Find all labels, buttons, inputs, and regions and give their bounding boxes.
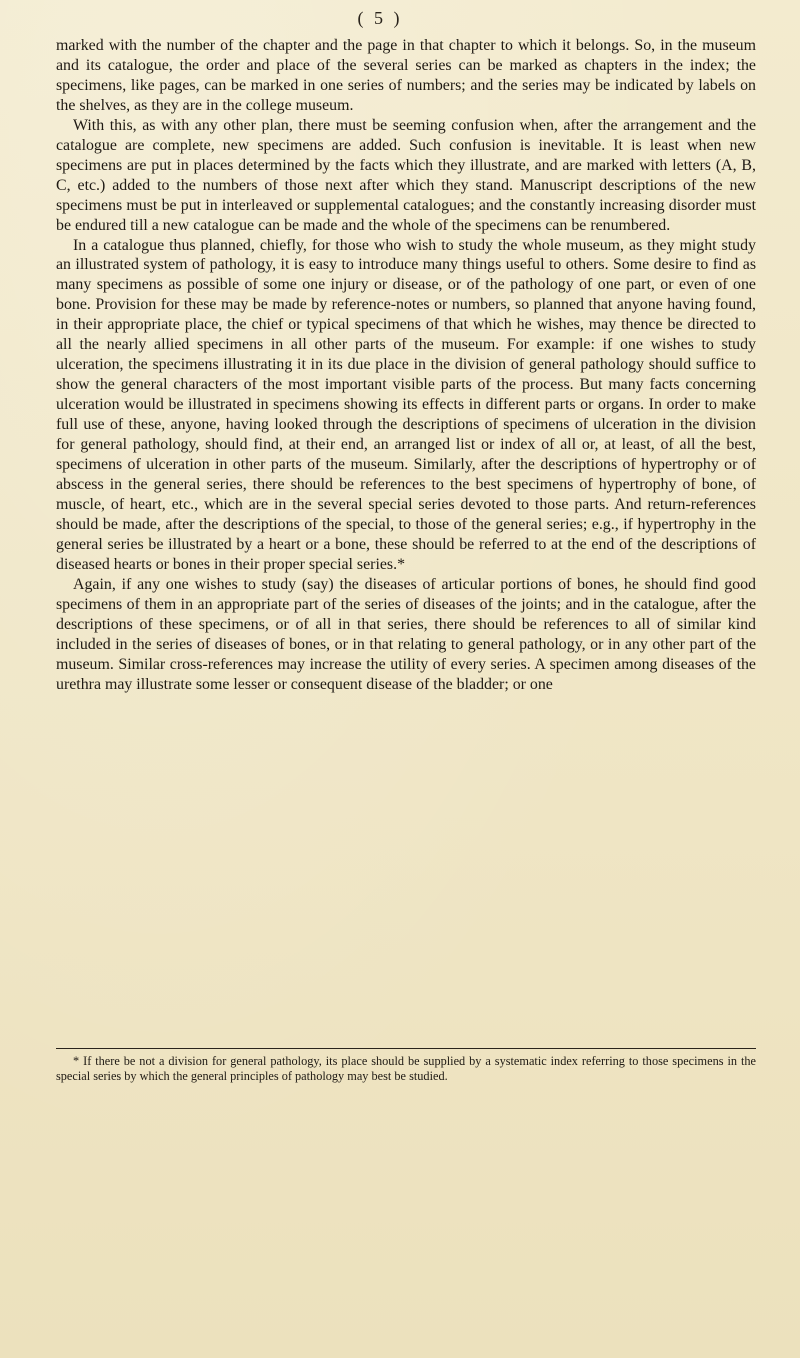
paragraph-confusion: With this, as with any other plan, there must be seeming confusion when, after the arrangement and the catalogue are complete, new specimens are added. Such confusion is inevitable. It is least when new specimens are put in places determined by the facts which they illustrate, and are marked with letters (A, B, C, etc.) added to the numbers of those next after which they stand. Manuscript descriptions of the new specimens must be put in interleaved or supplemental catalogues; and the constantly increasing disorder must be endured till a new catalogue can be made and the whole of the specimens can be renumbered. [56,116,756,234]
paragraph-continuation: marked with the number of the chapter and the page in that chapter to which it belongs. So, in the museum and its catalogue, the order and place of the several series can be marked as chapters in the index; the specimens, like pages, can be marked in one series of numbers; and the series may be indicated by labels on the shelves, as they are in the college museum. [56,37,756,114]
paragraph-articular-diseases: Again, if any one wishes to study (say) the diseases of articular portions of bones, he should find good specimens of them in an appropriate part of the series of diseases of the joints; and in the catalogue, after the descriptions of these specimens, or of all in that series, there should be references to all of similar kind included in the series of diseases of bones, or in that relating to general pathology, or in any other part of the museum. Similar cross-references may increase the utility of every series. A specimen among diseases of the urethra may illustrate some lesser or consequent disease of the bladder; or one [56,575,756,693]
footnote-divider [56,1048,756,1049]
page-number: ( 5 ) [357,8,403,28]
footnote-text: * If there be not a division for general pathology, its place should be supplied by a systematic index referring to those specimens in the special series by which the general principles of pathology may best be studied. [56,1054,756,1083]
body-text [56,36,756,694]
paragraph-catalogue-plan: In a catalogue thus planned, chiefly, for those who wish to study the whole museum, as they might study an illustrated system of pathology, it is easy to introduce many things useful to others. Some desire to find as many specimens as possible of some one injury or disease, or of the pathology of one part, or even of one bone. Provision for these may be made by reference-notes or numbers, so planned that anyone having found, in their appropriate place, the chief or typical specimens of that which he wishes, may thence be directed to all the nearly allied specimens in all other parts of the museum. For example: if one wishes to study ulceration, the specimens illustrating it in its due place in the division of general pathology should suffice to show the general characters of the most important visible parts of the process. But many facts concerning ulceration would be illustrated in specimens showing its effects in different parts or organs. In order to make full use of these, anyone, having looked through the descriptions of specimens of ulceration in the division for general pathology, should find, at their end, an arranged list or index of all or, at least, of all the best, specimens of ulceration in other parts of the museum. Similarly, after the descriptions of hypertrophy or of abscess in the general series, there should be references to the best specimens of hypertrophy of bone, of muscle, of heart, etc., which are in the several special series devoted to those parts. And return-references should be made, after the descriptions of the special, to those of the general series; e.g., if hypertrophy in the general series be illustrated by a heart or a bone, these should be referred to at the end of the descriptions of diseased hearts or bones in their proper special series.* [56,236,756,573]
footnote [56,1054,756,1084]
